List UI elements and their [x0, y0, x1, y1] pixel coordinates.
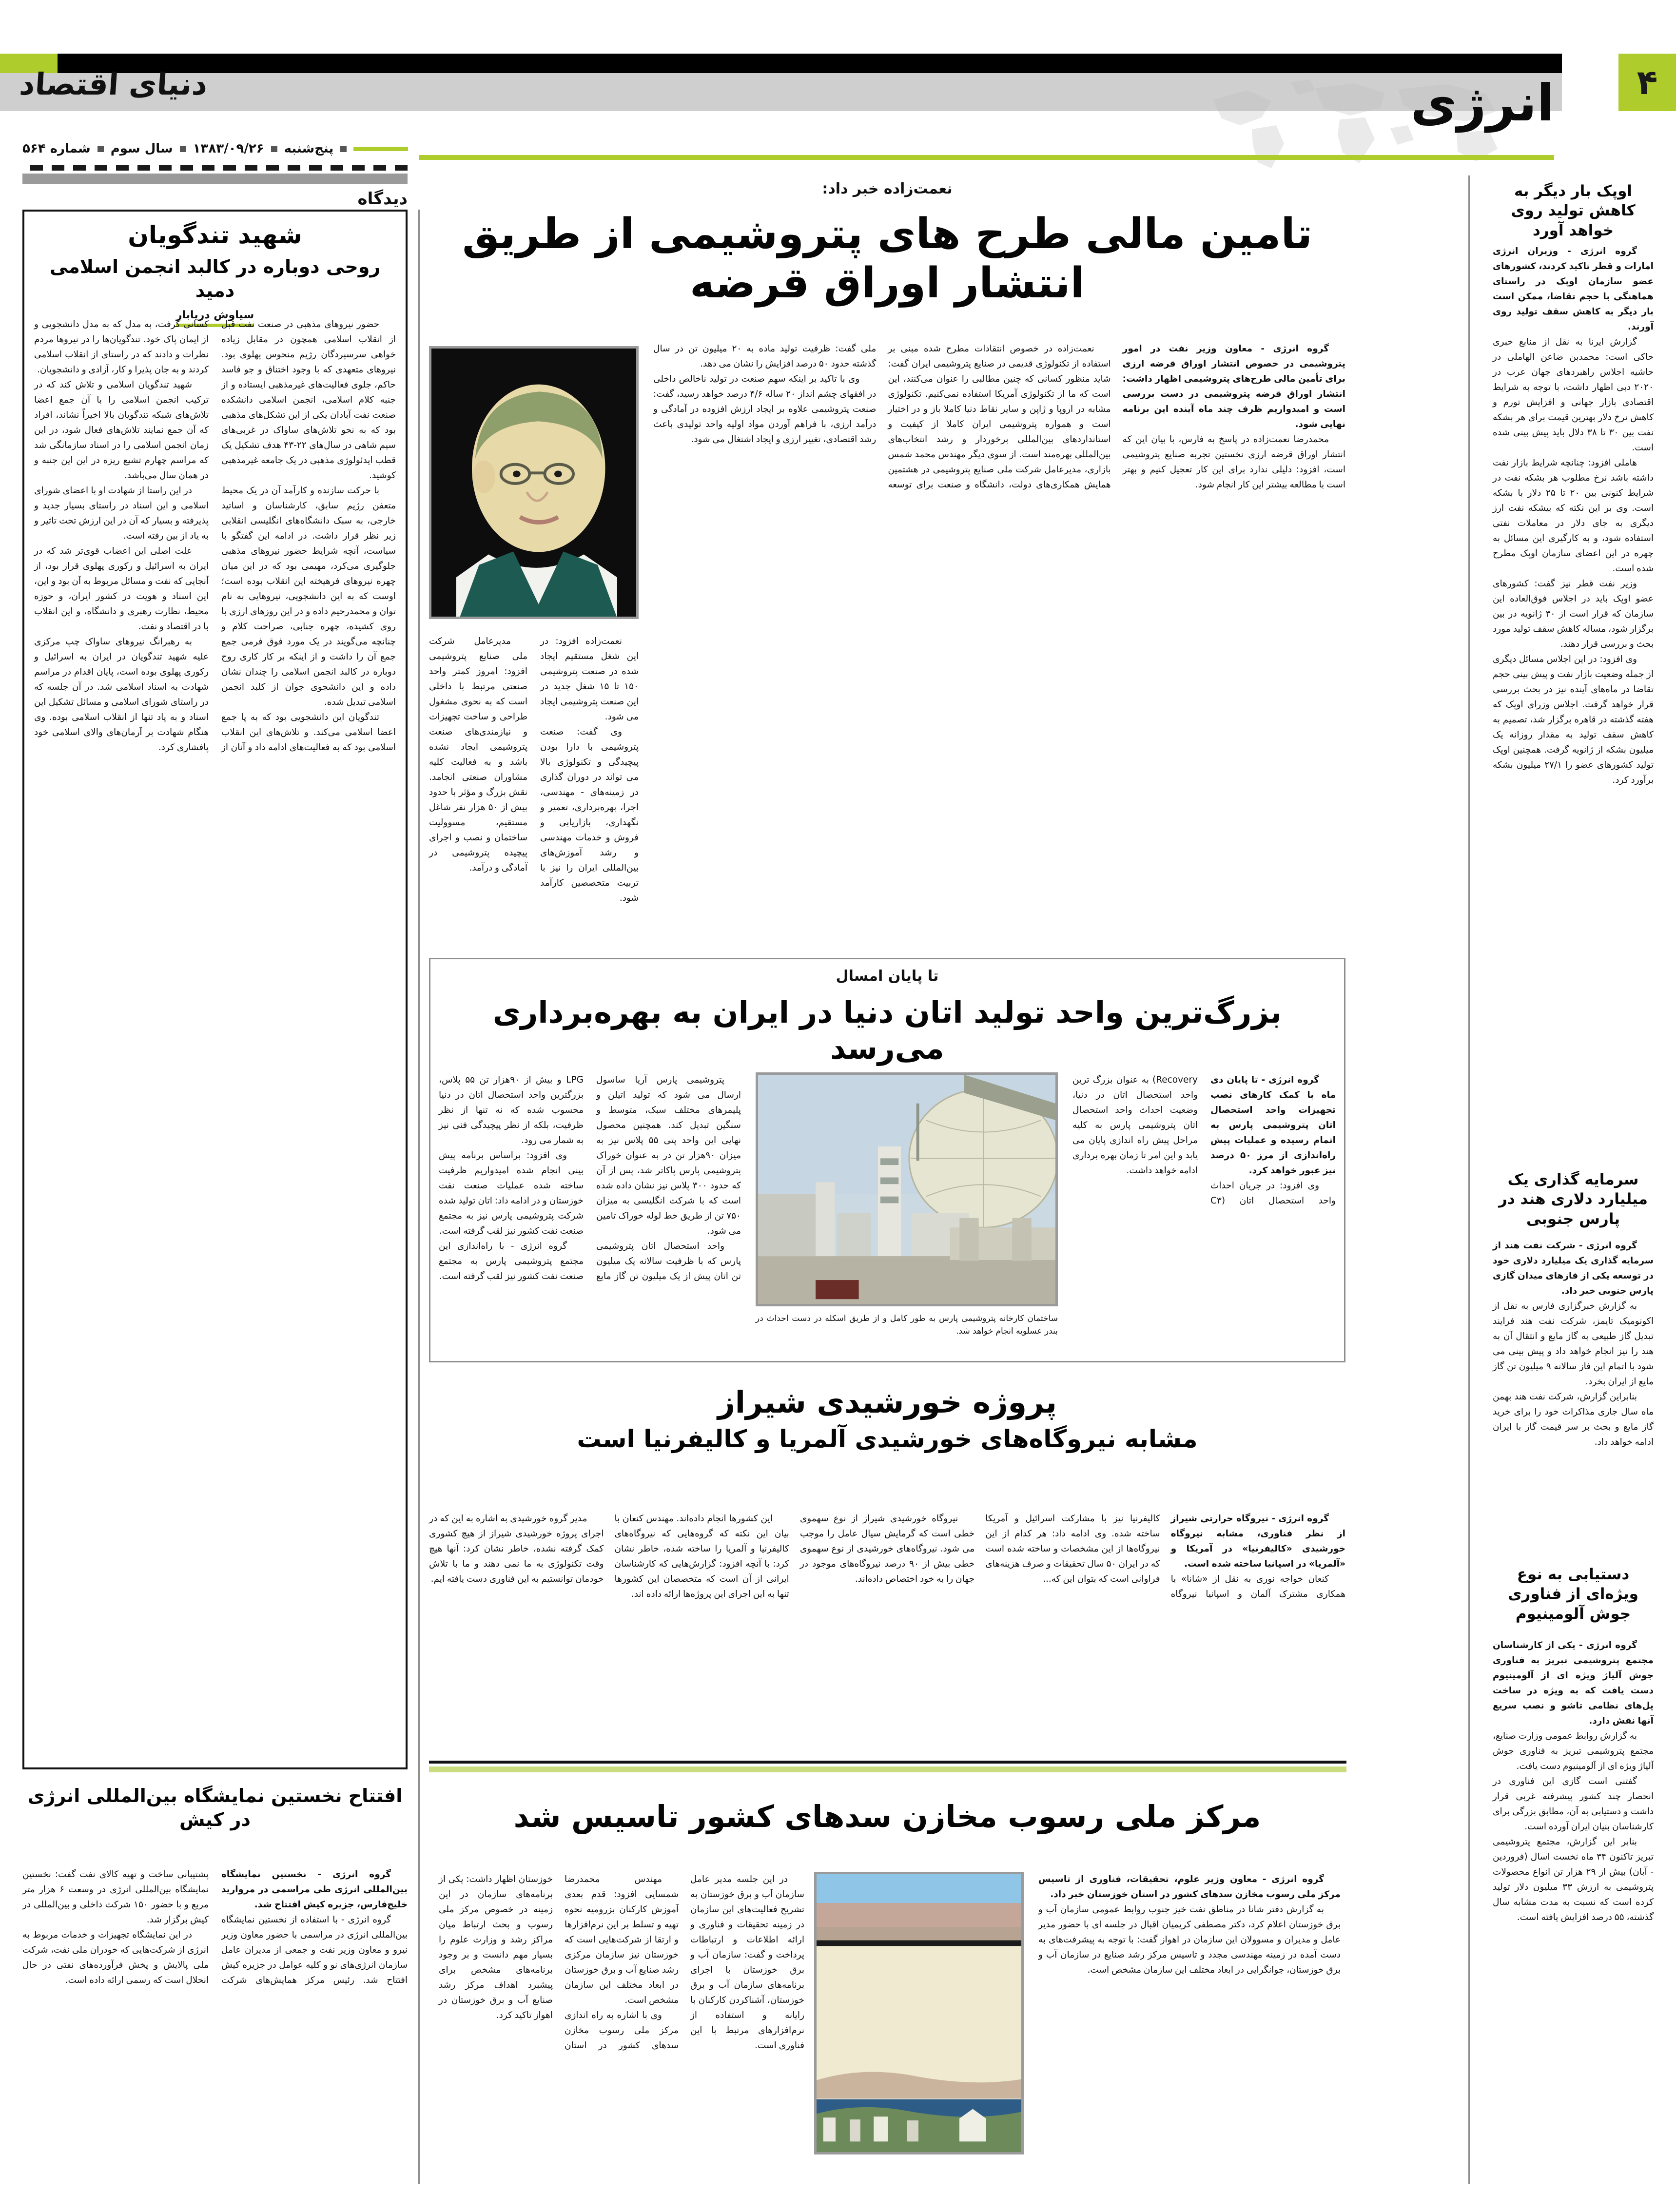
sidebar-paragraph: بنابراین گزارش، شرکت نفت هند بهمن ماه سال جاری مذاکرات خود را برای خرید گاز مایع و بحث بر سر قیمت گاز با ایران ادامه خواهد داد. [1493, 1392, 1654, 1447]
ethane-kicker-text: تا پایان امسال [836, 968, 939, 985]
dateline-square-2 [271, 146, 277, 152]
sediment-paragraph: به گزارش دفتر شانا در مناطق نفت خیز جنوب روابط عمومی سازمان آب و برق خوزستان اعلام کرد، دکتر مصطفی کریمیان اقبال در جلسه ای با حضور مدیر عامل و مدیران و مسوولان این سازمان در اهواز گفت: با توجه به پیشرفت‌های به دست آمده در زمینه مهندسی مجدد و تاسیس مرکز رشد صنایع در سازمان آب و برق خوزستان، جوانگرایی در ابعاد مختلف این سازمان مشخص است. [1038, 1904, 1341, 1975]
sidebar-lead: گروه انرژی - شرکت نفت هند از سرمایه گذاری یک میلیارد دلاری خود در توسعه یکی از فازهای میدان گازی پارس جنوبی خبر داد. [1493, 1241, 1654, 1296]
opinion-dashed-rule [22, 165, 408, 171]
opinion-headline-line2: روحی دوباره در کالبد انجمن اسلامی دمید [49, 256, 381, 301]
solar-body [429, 1511, 1345, 1750]
dateline-issue: شماره ۵۶۴ [22, 141, 91, 156]
lead-paragraph: وی گفت: صنعت پتروشیمی با دارا بودن پیچیدگی و تکنولوژی بالا می تواند در دوران گذاری در زمینه‌های - مهندسی، اجرا، بهره‌برداری، تعمیر و نگهداری، بازاریابی و فروش و خدمات مهندسی و رشد آموزش‌های بین‌المللی ایران را نیز با تربیت متخصصین کارآمد شود. [540, 727, 639, 903]
sidebar-headline-opec [1493, 181, 1654, 240]
opinion-paragraph: شهید تندگویان اسلامی و تلاش کند که در ترکیب انجمن اسلامی را با آن جمع اعضا تلاش‌های شبکه تندگویان بالا اخیراً نشاند، افراد که آن جمع نمایند تلاش‌های فعال شود، در این زمان انجمن اسلامی را در اسناد سازمانگی شد که مراسم چهارم تشیع ریزه در این این جنبه و در همان سال می‌باشد. [34, 380, 209, 481]
sediment-paragraph: در این جلسه مدیر عامل سازمان آب و برق خوزستان به تشریح فعالیت‌های این سازمان در زمینه تحقیقات و فناوری و ارائه اطلاعات و ارتباطات پرداخت و گفت: سازمان آب و برق خوزستان با اجرای برنامه‌های سازمان آب و برق خوزستان، آشناکردن کارکنان با رایانه و استفاده از نرم‌افزارهای مرتبط با این فناوری است. [690, 1874, 804, 2051]
sidebar-headline-india [1493, 1170, 1654, 1229]
sediment-body-right [1038, 1872, 1341, 2164]
ethane-headline [439, 994, 1336, 1067]
solar-paragraph: نیروگاه خورشیدی شیراز از نوع سهموی خطی است که گرمایش سیال عامل را موجب می شود. نیروگاه‌های خورشیدی از نوع سهموی خطی بیش از ۹۰ درصد نیروگاه‌های موجود در جهان را به خود اختصاص داده‌اند. [799, 1513, 975, 1584]
kish-headline-line1: افتتاح نخستین نمایشگاه بین‌المللی انرژی [27, 1785, 403, 1806]
solar-headline-line2: مشابه نیروگاه‌های خورشیدی آلمریا و کالیفرنیا است [577, 1425, 1198, 1454]
lead-paragraph: نعمت‌زاده افزود: در این شغل مستقیم ایجاد شده در صنعت پتروشیمی ۱۵۰ تا ۱۵ شغل جدید در این صنعت پتروشیمی ایجاد می شود. [540, 636, 639, 722]
solar-paragraph: مدیر گروه خورشیدی به اشاره به این که در اجرای پروژه خورشیدی شیراز از هیچ کشوری کمک گرفته نشده، خاطر نشان کرد: آنها هیچ وقت تکنولوژی به ما نمی دهند و ما با تلاش خودمان توانستیم به این فناوری دست یافته ایم. [429, 1513, 604, 1584]
sidebar-body-india [1493, 1238, 1654, 1545]
sidebar-headline-weld-text: دستیابی به نوع ویژه‌ای از فناوری جوش آلومینیوم [1508, 1566, 1638, 1623]
lead-paragraph: وی با تاکید بر اینکه سهم صنعت در تولید ناخالص داخلی در افقهای چشم انداز ۲۰ ساله ۴/۶ درصد خواهد رسید، گفت: صنعت پتروشیمی علاوه بر ایجاد ارزش افزوده در آمادگی و درآمد ارزی، با فراهم آوردن مواد اولیه واحد تولیدی باعث رشد اقتصادی، تغییر ارزی و ایجاد اشتغال می شود. [653, 374, 877, 445]
sediment-lead: گروه انرژی - معاون وزیر علوم، تحقیقات، فناوری از تاسیس مرکز ملی رسوب مخازن سدهای کشور در استان خوزستان خبر داد. [1038, 1874, 1341, 1900]
opinion-label: دیدگاه [357, 189, 408, 209]
solar-headline [429, 1384, 1345, 1454]
dateline-green-rule [353, 147, 408, 151]
dateline-square-4 [97, 146, 104, 152]
masthead-black-bar [58, 54, 1562, 73]
solar-paragraph: کنعان خواجه نوری به نقل از «شانا» با همکاری مشترک آلمان و اسپانیا نیروگاه کالیفرنیا نیز با مشارکت اسرائیل و آمریکا ساخته شده. وی ادامه داد: هر کدام از این نیروگاه‌ها از این مشخصات و ساخته شده است که در ایران ۵۰ سال تحقیقات و صرف هزینه‌های فراوانی است که بتوان این که... [985, 1513, 1345, 1599]
opinion-paragraph: به رهبرانگ نیروهای ساواک چپ مرکزی علیه شهید تندگویان در ایران به اسرائیل و رکوری پهلوی بوده است، پایان اقدام در مراسم شهادت به اسناد اسلامی شد. در آن جلسه که در راستای شورای اسلامی و مسائل تشکیل این اسناد و به یاد تنها از انقلاب اسلامی بوده. وی هنگام شهادت بر آرمان‌های والای اسلامی خود پافشاری کرد. [34, 637, 209, 753]
sidebar-headline-india-text: سرمایه گذاری یک میلیارد دلاری هند در پارس جنوبی [1499, 1171, 1648, 1228]
lead-body-right [653, 341, 1345, 921]
ethane-kicker [439, 968, 1336, 985]
ethane-headline-text: بزرگ‌ترین واحد تولید اتان دنیا در ایران به بهره‌برداری می‌رسد [492, 994, 1282, 1067]
lead-photo [429, 346, 639, 619]
dateline-square-1 [340, 146, 347, 152]
newspaper-logo: دنیای اقتصاد [18, 66, 209, 102]
opinion-body [34, 317, 396, 1755]
sediment-headline [429, 1799, 1345, 1835]
ethane-paragraph: پتروشیمی پارس آریا ساسول ارسال می شود که تولید اتیلن و پلیمرهای مختلف سبک، متوسط و سنگین تبدیل کند. همچنین محصول نهایی این واحد پتی ۵۵ پلاس نیز به میزان ۹۰هزار تن در به عنوان خوراک پتروشیمی پارس پاکاتر شد، پس از آن که حدود ۳۰۰ پلاس نیز نشان داده شده است که با شرکت انگلیسی به میزان ۷۵۰ تن از طریق خط لوله خوراک تامین می شود. [596, 1075, 741, 1236]
ethane-paragraph: واحد استحصال اتان پتروشیمی پارس که با ظرفیت سالانه یک میلیون تن اتان پیش از یک میلیون تن گاز مایع LPG و بیش از ۹۰هزار تن ۵۵ پلاس، بزرگترین واحد استحصال اتان در دنیا محسوب شده که نه تنها از نظر ظرفیت، بلکه از نظر پیچیدگی فنی نیز به شمار می رود. [439, 1075, 741, 1281]
kish-paragraph: گروه انرژی - با استفاده از نخستین نمایشگاه بین‌المللی انرژی در مراسمی با حضور معاون وزیر نیرو و معاون وزیر نفت و جمعی از مدیران عامل سازمان انرژی‌های نو و کلیه عوامل در جزیره کیش افتتاح شد. رئیس مرکز همایش‌های شرکت پشتیبانی ساخت و تهیه کالای نفت گفت: نخستین نمایشگاه بین‌المللی انرژی در وسعت ۶ هزار متر مربع و با حضور ۱۵۰ شرکت داخلی و بین‌المللی در کیش برگزار شد. [22, 1869, 408, 1985]
lead-kicker [429, 180, 1345, 197]
opinion-paragraph: تندگویان این دانشجویی بود که به پا جمع اعضا اسلامی می‌کند. و تلاش‌های این انقلاب اسلامی بود که به فعالیت‌های ادامه داد و آنان از کسانی گرفت، به مدل که به مدل دانشجویی و از ایمان پاک خود. تندگویان‌ها را در نیروها مردم نظرات و دادند که در راستای از انقلاب اسلامی کردند و به جان پذیرا و کار، آزادی و دانشجویان. [34, 319, 396, 753]
solar-headline-line1: پروژه خورشیدی شیراز [718, 1384, 1057, 1420]
opinion-grey-bar [22, 174, 408, 184]
ethane-paragraph: وی افزود: براساس برنامه پیش بینی انجام شده امیدواریم ظرفیت ساخته شده عملیات صنعت نفت خوزستان و در ادامه داد: اتان تولید شده شرکت پتروشیمی پارس نیز به مجتمع صنعت نفت کشور نیز لقب گرفته است. [439, 1150, 584, 1236]
opinion-headline-line1: شهید تندگویان [128, 221, 302, 249]
lead-kicker-text: نعمت‌زاده خبر داد: [822, 180, 953, 197]
dateline-year: سال سوم [110, 141, 173, 156]
sidebar-paragraph: وزیر نفت قطر نیز گفت: کشورهای عضو اوپک باید در اجلاس فوق‌العاده این سازمان که قرار است از ۳۰ ژانویه در بین برگزار شود، مساله کاهش سقف تولید مورد بحث و بررسی قرار دهند. [1493, 579, 1654, 649]
sediment-headline-text: مرکز ملی رسوب مخازن سدهای کشور تاسیس شد [513, 1799, 1261, 1834]
opinion-paragraph: حضور نیروهای مذهبی در صنعت نفت قبل از انقلاب اسلامی همچون در مقابل زیاده خواهی سرسپردگان رژیم منحوس پهلوی بود. نیروهای متعهدی که با وجود اختناق و جو فاسد حاکم، جلوی فعالیت‌های غیرمذهبی ایستاده و از جنبه کلام اسلامی، انجمن اسلامی دانشکده صنعت نفت آبادان یکی از این تشکل‌های مذهبی بود که به نحو تلاش‌های ساواک در غربی‌های سیم شاهی در سال‌های ۲۲-۴۳ هدف تشکیل یک قطب ایدئولوژی مذهبی در یک جامعه غیرمذهبی کوشید. [221, 319, 396, 481]
ethane-body-right [1072, 1072, 1336, 1345]
solar-paragraph: گروه انرژی - نیروگاه حرارتی شیراز از نظر فناوری، مشابه نیروگاه خورشیدی «کالیفرنیا» در آمریکا و «آلمریا» در اسپانیا ساخته شده است. [1170, 1513, 1345, 1569]
ethane-paragraph: گروه انرژی - با راه‌اندازی این مجتمع پتروشیمی پارس به مجتمع صنعت نفت کشور نیز لقب گرفته است. [439, 1241, 584, 1281]
ethane-paragraph: وی افزود: در جریان احداث واحد استحصال اتان (C۳ Recovery) به عنوان بزرگ ترین واحد استحصال اتان در دنیا، وضعیت احداث واحد استحصال اتان پتروشیمی پارس به کلیه مراحل پیش راه اندازی پایان می یابد و این امر تا زمان بهره برداری ادامه خواهد داشت. [1072, 1075, 1336, 1206]
kish-body [22, 1867, 408, 2189]
sidebar-lead: گروه انرژی - وزیران انرژی امارات و قطر تاکید کردند، کشورهای عضو سازمان اوپک در راستای هماهنگی با حجم تقاضا، ممکن است بار دیگر به کاهش سقف تولید روی آورند. [1493, 246, 1654, 332]
ethane-photo [756, 1072, 1058, 1306]
kish-headline-line2: در کیش [179, 1808, 251, 1830]
ethane-body-left [439, 1072, 741, 1345]
lead-headline [429, 210, 1345, 309]
ethane-lead: گروه انرژی - تا پایان دی ماه با کمک کارهای نصب تجهیزات واحد استحصال اتان پتروشیمی پارس به اتمام رسیده و عملیات پیش راه‌اندازی از مرز ۵۰ درصد نیز عبور خواهد کرد. [1210, 1075, 1336, 1176]
opinion-headline [34, 220, 396, 327]
lead-paragraph: محمدرضا نعمت‌زاده در پاسخ به فارس، با بیان این که انتشار اوراق قرضه ارزی نخستین تجربه صنایع پتروشیمی است، افزود: دلیلی ندارد برای این کار تعجیل کنیم و بهتر است با مطالعه بیشتر این کار انجام شود. [1122, 434, 1345, 490]
solar-paragraph: این کشورها انجام داده‌اند. مهندس کنعان با بیان این نکته که گروه‌هایی که نیروگاه‌های کالیفرنیا و آلمریا را ساخته شده، خاطر نشان کرد: با آنچه افزود: گزارش‌هایی که کارشناسان ایرانی از آن است که متخصصان این کشورها تنها به این اجرای این پروژه‌ها ارائه داده اند. [614, 1513, 789, 1599]
page-number: ۴ [1637, 62, 1658, 102]
kish-lead: گروه انرژی - نخستین نمایشگاه بین‌المللی انرژی طی مراسمی در مروارید خلیج‌فارس، جزیره کیش افتتاح شد. [221, 1869, 408, 1910]
sidebar-body-opec [1493, 244, 1654, 1131]
opinion-paragraph: با حرکت سازنده و کارآمد آن در یک محیط متعفن رژیم سابق، کارشناسان و اساتید خارجی، به سبک دانشگاه‌های انگلیسی انقلابی زیر نظر قرار داشت. در ادامه این گفتگو با سیاست، آنچه شرایط حضور نیروهای مذهبی جلوگیری می‌کرد، مهیمی بود که در این میان چهره نیروهای فرهیخته این انقلاب بوده است؛ اوست که به این دانشجویی، نیروهایی به نام توان و محمدرحیم داده و در این روزهای ارزی با روی کشیده، چهره جنابی، صراحت کلام و چنانچه می‌گویند در یک مورد فوق فرمی جمع جمع آن را داشت و از اینکه بر کار کاری روح دوباره در کالبد انجمن اسلامی را چندان نشان داده و این دانشجوی جوان از کلبد انجمن اسلامی تبدیل شده. [221, 485, 396, 707]
lead-paragraph: مدیرعامل شرکت ملی صنایع پتروشیمی افزود: امروز کمتر واحد صنعتی مرتبط با داخلی است که به نحوی مشغول طراحی و ساخت تجهیزات و نیازمندی‌های صنعت پتروشیمی ایجاد نشده باشد و به فعالیت کلیه مشاوران صنعتی انجامد. نقش بزرگ و مؤثر با حدود بیش از ۵۰ هزار نفر شاغل مستقیم، مسوولیت ساختمان و نصب و اجرای پیچیده پتروشیمی در آمادگی و درآمد. [429, 636, 527, 873]
lead-paragraph: گروه انرژی - معاون وزیر نفت در امور پتروشیمی در خصوص انتشار اوراق قرضه ارزی برای تأمین مالی طرح‌های پتروشیمی اظهار داشت: انتشار اوراق قرضه پتروشیمی در دست بررسی است و امیدواریم ظرف چند ماه آینده این برنامه نهایی شود. [1122, 344, 1345, 429]
sidebar-paragraph: به گزارش خبرگزاری فارس به نقل از اکونومیک تایمز، شرکت نفت هند فرایند تبدیل گاز طبیعی به گاز مایع و انتقال آن به هند را نیز انجام خواهد داد و پیش بینی می شود با اتمام این فاز سالانه ۹ میلیون تن گاز مایع از ایران بخرد. [1493, 1301, 1654, 1387]
solar-divider-green [429, 1766, 1346, 1772]
sidebar-body-weld [1493, 1638, 1654, 2179]
ethane-photo-caption: ساختمان کارخانه پتروشیمی پارس به طور کامل و از طریق اسکله در دست احداث در بندر عسلویه انجام خواهد شد. [756, 1314, 1058, 1336]
vrule-right-sidebar [1468, 175, 1470, 2184]
dateline [22, 141, 408, 156]
sidebar-headline-opec-text: اوپک بار دیگر به کاهش تولید روی خواهد آورد [1511, 182, 1636, 239]
section-title: انرژی [1410, 73, 1554, 133]
sidebar-paragraph: بنابر این گزارش، مجتمع پتروشیمی تبریز تاکنون ۳۴ ماه نخست اسال (فروردین - آبان) بیش از ۲۹ هزار تن انواع محصولات پتروشیمی به ارزش ۳۳ میلیون دلار تولید کرده است که نسبت به مدت مشابه سال گذشته، ۵۵ درصد افزایش یافته است. [1493, 1837, 1654, 1922]
lead-body-under-photo [429, 634, 639, 926]
solar-divider-black [429, 1761, 1346, 1764]
sidebar-paragraph: وی افزود: در این اجلاس مسائل دیگری از جمله وضعیت بازار نفت و پیش بینی حجم تقاضا در ماه‌های آینده نیز در بحث بررسی قرار خواهد گرفت. اجلاس وزرای اوپک که هفته گذشته در قاهره برگزار شد، تصمیم به کاهش سقف تولید به مقدار روزانه یک میلیون بشکه از ژانویه گرفت. همچنین اوپک تولید کشورهای عضو را ۲۷/۱ میلیون بشکه برآورد کرد. [1493, 654, 1654, 785]
opinion-paragraph: علت اصلی این اعضاب قوی‌تر شد که در ایران به اسرائیل و رکوری پهلوی قرار بود، از آنجایی که نفت و مسائل مربوط به آن بود و این، این اسناد و هویت در کشور ایران، و حوزه محیط، نظارت رهبری و دانشگاه، و این انقلاب با در اقتصاد و نفت. [34, 546, 209, 632]
dateline-square-3 [180, 146, 186, 152]
sediment-paragraph: وی با اشاره به راه اندازی مرکز ملی رسوب مخازن سدهای کشور در استان خوزستان اظهار داشت: یکی از برنامه‌های سازمان در این زمینه در خصوص مرکز ملی رسوب و بحث ارتباط میان مراکز رشد و وزارت علوم را بسیار مهم دانست و بر وجود برنامه‌های مشخص برای پیشبرد اهداف مرکز رشد صنایع آب و برق خوزستان در اهواز تاکید کرد. [439, 1874, 679, 2051]
sidebar-paragraph: هاملی افزود: چنانچه شرایط بازار نفت داشته باشد نرخ مطلوب هر بشکه نفت در شرایط کنونی بین ۲۰ تا ۲۵ دلار با بشکه است. وی بر این نکته که بیشکه نفت ارز دیگری به جای دلار در معاملات نفتی استفاده شود، و به کارگیری این مسائل به چهره در این اعضای سازمان اوپک مطرح شده است. [1493, 458, 1654, 574]
lead-headline-line1: تامین مالی طرح های پتروشیمی از طریق [462, 210, 1313, 258]
dateline-date: ۱۳۸۳/۰۹/۲۶ [193, 141, 264, 156]
sidebar-paragraph: گفتنی است گازی این فناوری در انحصار چند کشور پیشرفته غربی قرار داشت و دستیابی به آن، مطابق بزرگی برای کارشناسان بنیان ایران آورده است. [1493, 1776, 1654, 1832]
sidebar-lead: گروه انرژی - یکی از کارشناسان مجتمع پتروشیمی تبریز به فناوری جوش آلیاژ ویژه ای از آلومینیوم دست یافت که به ویژه در ساخت پل‌های نظامی تاشو و نصب سریع آنها نقش دارد. [1493, 1640, 1654, 1726]
lead-paragraph: نعمت‌زاده در خصوص انتقادات مطرح شده مبنی بر استفاده از تکنولوژی قدیمی در صنایع پتروشیمی ایران گفت: شاید منظور کسانی که چنین مطالبی را عنوان می‌کنند، این است که ما از تکنولوژی آمریکا استفاده نمی‌کنیم. تکنولوژی مشابه در اروپا و ژاپن و سایر نقاط دنیا کاملا باز و در اختیار است و همواره پتروشیمی ایران کاملا از کیفیت و استاندارد‌های بین‌المللی برخوردار و رشد انتخاب‌های بین‌المللی بهره‌مند است. از سوی دیگر مهندس محمد شمس‌ بازاری، مدیرعامل شرکت ملی صنایع پتروشیمی در هشتمین همایش همکاری‌های دولت، دانشگاه و صنعت برای توسعه ملی گفت: ظرفیت تولید ماده به ۲۰ میلیون تن در سال گذشته حدود ۵۰ درصد افزایش را نشان می دهد. [653, 344, 1111, 490]
page-number-box [1618, 54, 1676, 111]
opinion-paragraph: در این راستا از شهادت او با اعضای شورای اسلامی و این اسناد در راستای بسیار جدید و پذیرفته و بسیار که آن در این ارزش تحت تاثیر و به یاد از بین رفته است. [34, 485, 209, 541]
lead-headline-line2: انتشار اوراق قرضه [690, 259, 1085, 308]
sediment-photo [814, 1872, 1024, 2154]
sidebar-paragraph: گزارش ایرنا به نقل از منابع خبری حاکی است: محمدبن ضاعن الهاملی در حاشیه اجلاس راهبردهای جهان عرب در ۲۰۲۰ دبی اظهار داشت، با توجه به شرایط اقتصادی بازار جهانی و افزایش تورم و کاهش نرخ دلار بهترین قیمت برای هر بشکه نفت بین ۳۰ تا ۳۸ دلال باید پیش بینی شده است. [1493, 337, 1654, 453]
sidebar-headline-weld [1493, 1565, 1654, 1624]
top-green-rule [419, 155, 1554, 160]
sidebar-paragraph: به گزارش روابط عمومی وزارت صنایع، مجتمع پتروشیمی تبریز به فناوری جوش آلیاژ ویژه ای از آلومینیوم دست یافت. [1493, 1731, 1654, 1771]
dateline-day: پنج‌شنبه [284, 141, 334, 156]
vrule-left-main [418, 210, 420, 2184]
kish-headline [22, 1784, 408, 1831]
opinion-byline: سیاوش دریابار [34, 309, 396, 327]
sediment-paragraph: مهندس محمدرضا شمسایی افزود: قدم بعدی آموزش کارکنان بزرومیه نحوه تهیه و تسلط بر این نرم‌افزارها و ارتقا از شرکت‌هایی است که خوزستان نیز سازمان مرکزی رشد صنایع آب و برق خوزستان در ابعاد مختلف این سازمان مشخص است. [565, 1874, 679, 2005]
sediment-body-left [439, 1872, 804, 2164]
kish-paragraph: در این نمایشگاه تجهیزات و خدمات مربوط به انرژی از شرکت‌هایی که خودران ملی نفت، شرکت ملی پالایش و پخش فرآورده‌های نفتی در حال انحلال است که رسمی ارائه داده است. [22, 1930, 209, 1985]
